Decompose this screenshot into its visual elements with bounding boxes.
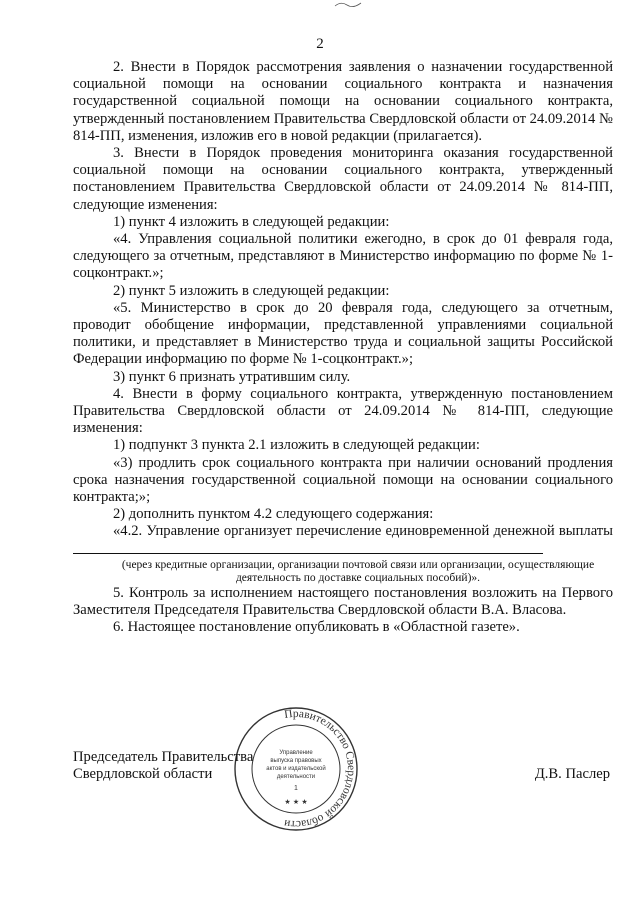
paragraph-2: 2. Внести в Порядок рассмотрения заявления о назначении государственной социальной помощи на основании социального контракта и назначения государственной социальной помощи на основании социального контракта, утвержденный постановлением Правительства Свердловской области от 24.09.2014 № 814-ПП, изменения, изложив его в новой редакции (прилагается).	[73, 59, 613, 144]
svg-text:★ ★ ★: ★ ★ ★	[284, 798, 308, 806]
svg-text:Управление: Управление	[279, 750, 313, 756]
svg-text:актов и издательской: актов и издательской	[266, 766, 326, 772]
signatory-name: Д.В. Паслер	[534, 766, 610, 782]
subitem-4-2: 2) дополнить пунктом 4.2 следующего содержания:	[113, 506, 434, 523]
svg-text:выпуска правовых: выпуска правовых	[270, 758, 322, 764]
signatory-title-line1: Председатель Правительства	[73, 749, 254, 765]
paragraph-3: 3. Внести в Порядок проведения мониторинга оказания государственной социальной помощи на основании социального контракта, утвержденный постановлением Правительства Свердловской области от 24.09.2014 № 814-ПП, следующие изменения:	[73, 145, 613, 213]
blank-fill-line	[73, 541, 543, 554]
svg-text:деятельности: деятельности	[276, 774, 316, 780]
subitem-4-1: 1) подпункт 3 пункта 2.1 изложить в следующей редакции:	[113, 437, 480, 454]
subitem-3-2: 2) пункт 5 изложить в следующей редакции:	[113, 282, 390, 299]
quote-item-4-2-text: «4.2. Управление организует перечисление единовременной денежной выплаты	[113, 523, 613, 540]
quote-item-4: «4. Управления социальной политики ежегодно, в срок до 01 февраля года, следующего за отчетным, представляют в Министерство информацию по форме № 1-соцконтракт.»;	[73, 231, 613, 282]
page-number: 2	[316, 36, 324, 52]
quote-item-4-2	[73, 523, 613, 558]
quote-item-5: «5. Министерство в срок до 20 февраля года, следующего за отчетным, проводит обобщение информации, представленной управлениями социальной политики, и представляет в Министерство труда и социальной защиты Российской Федерации информацию по форме № 1-соцконтракт.»;	[73, 299, 613, 368]
paragraph-5: 5. Контроль за исполнением настоящего постановления возложить на Первого Заместителя Председателя Правительства Свердловской области В.А. Власова.	[73, 584, 613, 619]
signatory-title-line2: Свердловской области	[73, 766, 213, 783]
subitem-3-3: 3) пункт 6 признать утратившим силу.	[113, 368, 351, 385]
signatory-title	[73, 749, 253, 783]
footnote: (через кредитные организации, организации почтовой связи или организации, осуществляющие деятельность по доставке социальных пособий)».	[121, 558, 595, 584]
paragraph-4: 4. Внести в форму социального контракта, утвержденную постановлением Правительства Свердловской области от 24.09.2014 № 814-ПП, следующие изменения:	[73, 385, 613, 437]
quote-subitem-3: «3) продлить срок социального контракта при наличии оснований продления срока назначения государственной социальной помощи на основании социального контракта;»;	[73, 454, 613, 506]
svg-text:1: 1	[294, 785, 298, 792]
scan-mark	[333, 0, 363, 8]
document-body	[73, 59, 613, 637]
svg-text:Правительство Свердловской обл: Правительство Свердловской области	[283, 707, 358, 831]
subitem-3-1: 1) пункт 4 изложить в следующей редакции:	[113, 213, 390, 230]
paragraph-6: 6. Настоящее постановление опубликовать в «Областной газете».	[113, 619, 520, 636]
